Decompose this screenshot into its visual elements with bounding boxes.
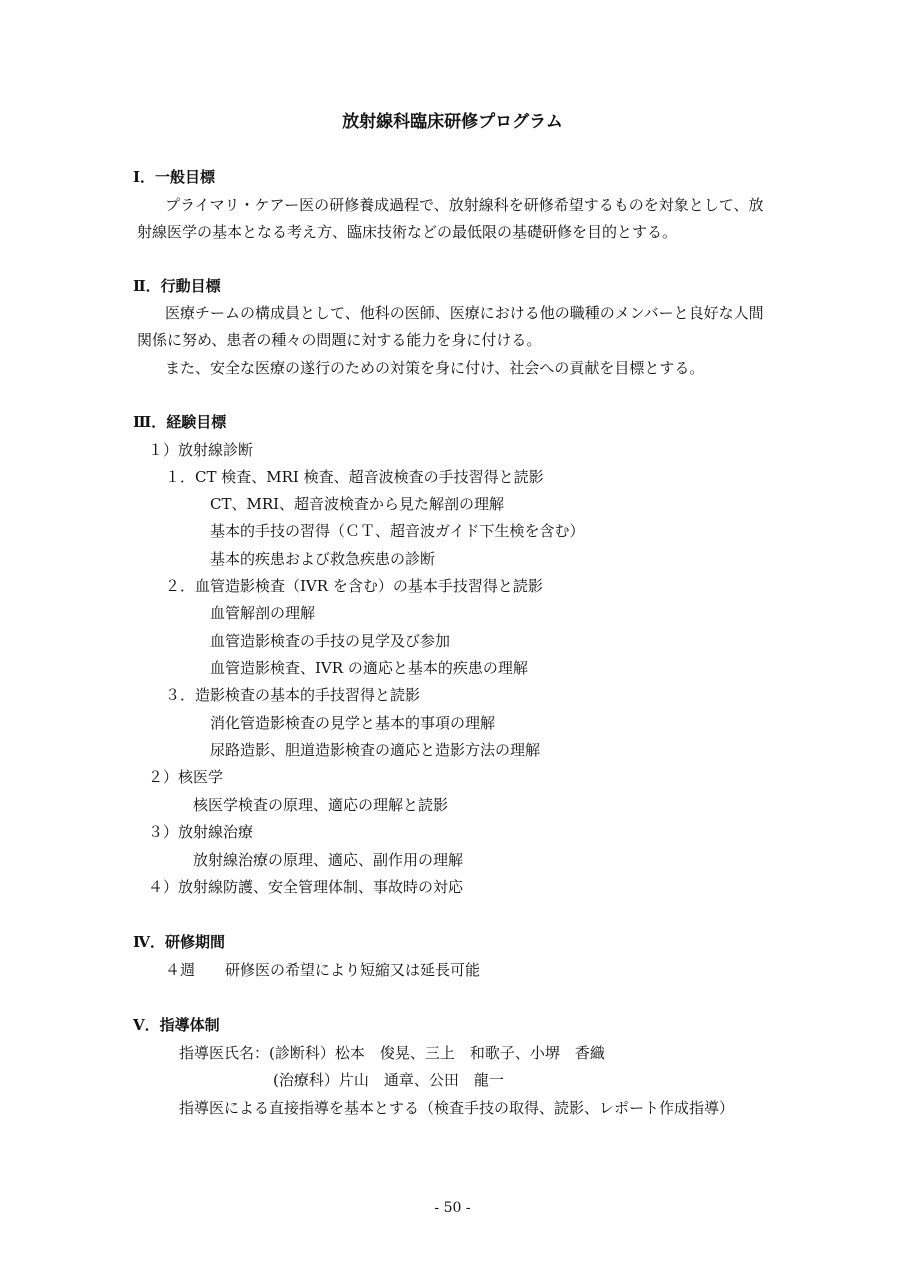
section-2-paragraph-line-1: 医療チームの構成員として、他科の医師、医療における他の職種のメンバーと良好な人間 (165, 304, 764, 322)
section-2-paragraph-line-2: 関係に努め、患者の種々の問題に対する能力を身に付ける。 (137, 331, 542, 349)
instructor-names-therapy: (治療科）片山 通章、公田 龍一 (273, 1071, 504, 1089)
list-item-radiotherapy: ３）放射線治療 (148, 823, 254, 841)
list-subitem: 放射線治療の原理、適応、副作用の理解 (193, 851, 464, 869)
list-item-contrast-exam: ３．造影検査の基本的手技習得と読影 (165, 686, 421, 704)
list-item-nuclear-medicine: ２）核医学 (148, 768, 224, 786)
list-subitem: 消化管造影検査の見学と基本的事項の理解 (210, 714, 496, 732)
list-item-angiography: ２．血管造影検査（IVR を含む）の基本手技習得と読影 (165, 577, 543, 595)
list-item-ct-mri-us: １．CT 検査、MRI 検査、超音波検査の手技習得と読影 (165, 468, 544, 486)
list-item-radiation-protection: ４）放射線防護、安全管理体制、事故時の対応 (148, 878, 464, 896)
instruction-method: 指導医による直接指導を基本とする（検査手技の取得、読影、レポート作成指導） (179, 1099, 735, 1117)
list-subitem: 尿路造影、胆道造影検査の適応と造影方法の理解 (210, 741, 541, 759)
list-item-radiology-diagnosis: １）放射線診断 (148, 441, 254, 459)
page-number: - 50 - (434, 1200, 471, 1216)
section-5-heading: Ⅴ．指導体制 (133, 1016, 220, 1034)
section-1-heading: Ⅰ．一般目標 (133, 168, 216, 186)
section-2-heading: Ⅱ．行動目標 (133, 277, 221, 295)
list-subitem: 基本的疾患および救急疾患の診断 (210, 550, 436, 568)
page-title: 放射線科臨床研修プログラム (342, 112, 563, 132)
list-subitem: 血管造影検査の手技の見学及び参加 (210, 632, 451, 650)
section-3-heading: Ⅲ．経験目標 (133, 413, 227, 431)
section-1-paragraph-line-1: プライマリ・ケアー医の研修養成過程で、放射線科を研修希望するものを対象として、放 (165, 196, 764, 214)
section-4-heading: Ⅳ．研修期間 (133, 933, 226, 951)
section-1-paragraph-line-2: 射線医学の基本となる考え方、臨床技術などの最低限の基礎研修を目的とする。 (137, 223, 678, 241)
list-subitem: 基本的手技の習得（ＣＴ、超音波ガイド下生検を含む） (210, 522, 585, 540)
section-2-paragraph-line-3: また、安全な医療の遂行のための対策を身に付け、社会への貢献を目標とする。 (165, 359, 705, 377)
list-subitem: 血管解剖の理解 (210, 604, 316, 622)
list-subitem: 血管造影検査、IVR の適応と基本的疾患の理解 (210, 659, 528, 677)
list-subitem: 核医学検査の原理、適応の理解と読影 (193, 796, 449, 814)
list-subitem: CT、MRI、超音波検査から見た解剖の理解 (210, 495, 505, 513)
training-period: ４週 研修医の希望により短縮又は延長可能 (165, 961, 481, 979)
instructor-names-diagnosis: 指導医氏名：(診断科）松本 俊晃、三上 和歌子、小堺 香織 (179, 1044, 605, 1062)
